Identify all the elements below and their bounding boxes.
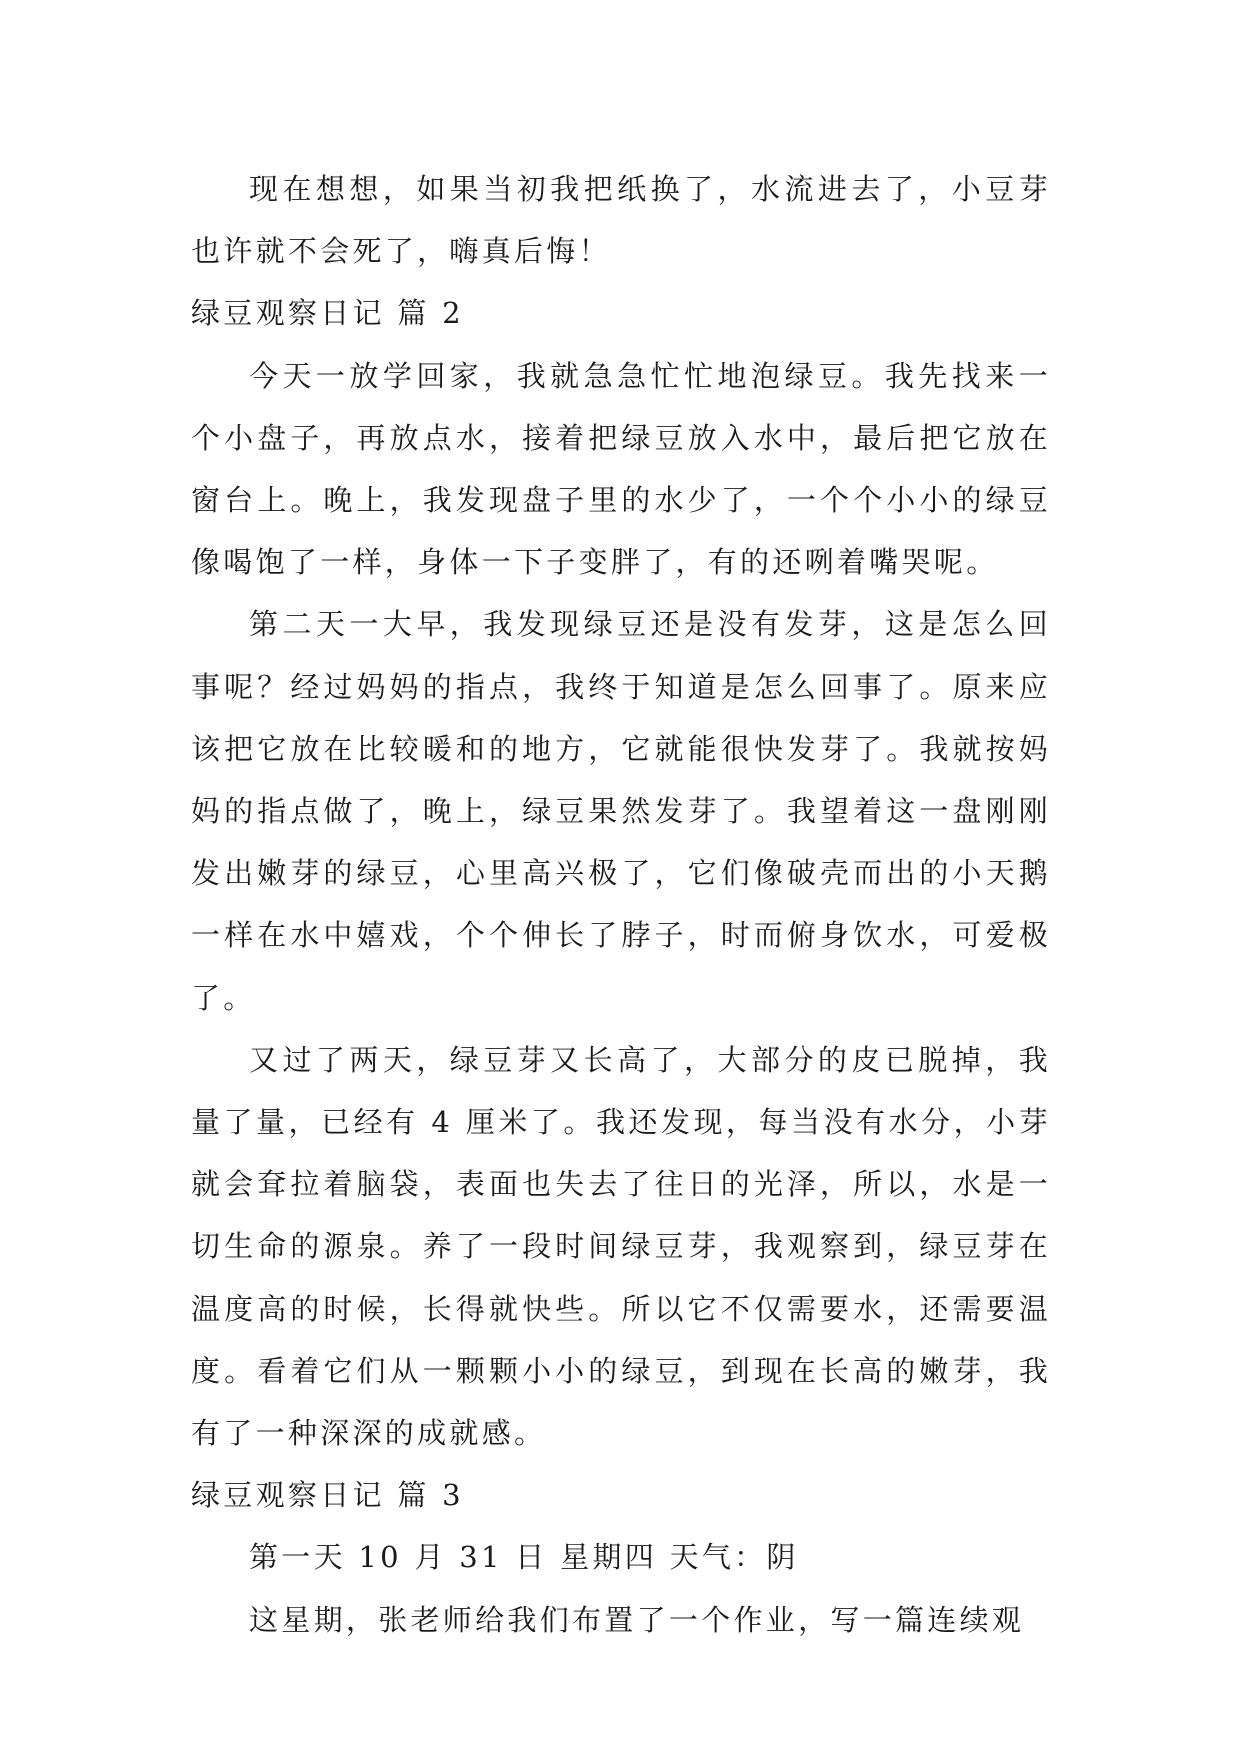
paragraph-two-days-later: 又过了两天，绿豆芽又长高了，大部分的皮已脱掉，我量了量，已经有 4 厘米了。我还发现，每当没有水分，小芽就会耷拉着脑袋，表面也失去了往日的光泽，所以，水是一切生命的源泉。养了一段时间绿豆芽，我观察到，绿豆芽在温度高的时候，长得就快些。所以它不仅需要水，还需要温度。看着它们从一颗颗小小的绿豆，到现在长高的嫩芽，我有了一种深深的成就感。	[191, 1042, 1051, 1451]
paragraph-second-day: 第二天一大早，我发现绿豆还是没有发芽，这是怎么回事呢？经过妈妈的指点，我终于知道是怎么回事了。原来应该把它放在比较暖和的地方，它就能很快发芽了。我就按妈妈的指点做了，晚上，绿豆果然发芽了。我望着这一盘刚刚发出嫩芽的绿豆，心里高兴极了，它们像破壳而出的小天鹅一样在水中嬉戏，个个伸长了脖子，时而俯身饮水，可爱极了。	[191, 607, 1051, 1015]
diary-date-line: 第一天 10 月 31 日 星期四 天气：阴	[249, 1540, 799, 1575]
paragraph-soaking-beans: 今天一放学回家，我就急急忙忙地泡绿豆。我先找来一个小盘子，再放点水，接着把绿豆放入水中，最后把它放在窗台上。晚上，我发现盘子里的水少了，一个个小小的绿豆像喝饱了一样，身体一下子变胖了，有的还咧着嘴哭呢。	[191, 358, 1051, 580]
paragraph-assignment: 这星期，张老师给我们布置了一个作业，写一篇连续观	[249, 1602, 1025, 1637]
section-heading-3: 绿豆观察日记 篇 3	[191, 1478, 464, 1513]
section-heading-2: 绿豆观察日记 篇 2	[191, 296, 464, 331]
document-body	[191, 158, 1051, 1651]
paragraph-regret: 现在想想，如果当初我把纸换了，水流进去了，小豆芽也许就不会死了，嗨真后悔！	[191, 172, 1051, 269]
